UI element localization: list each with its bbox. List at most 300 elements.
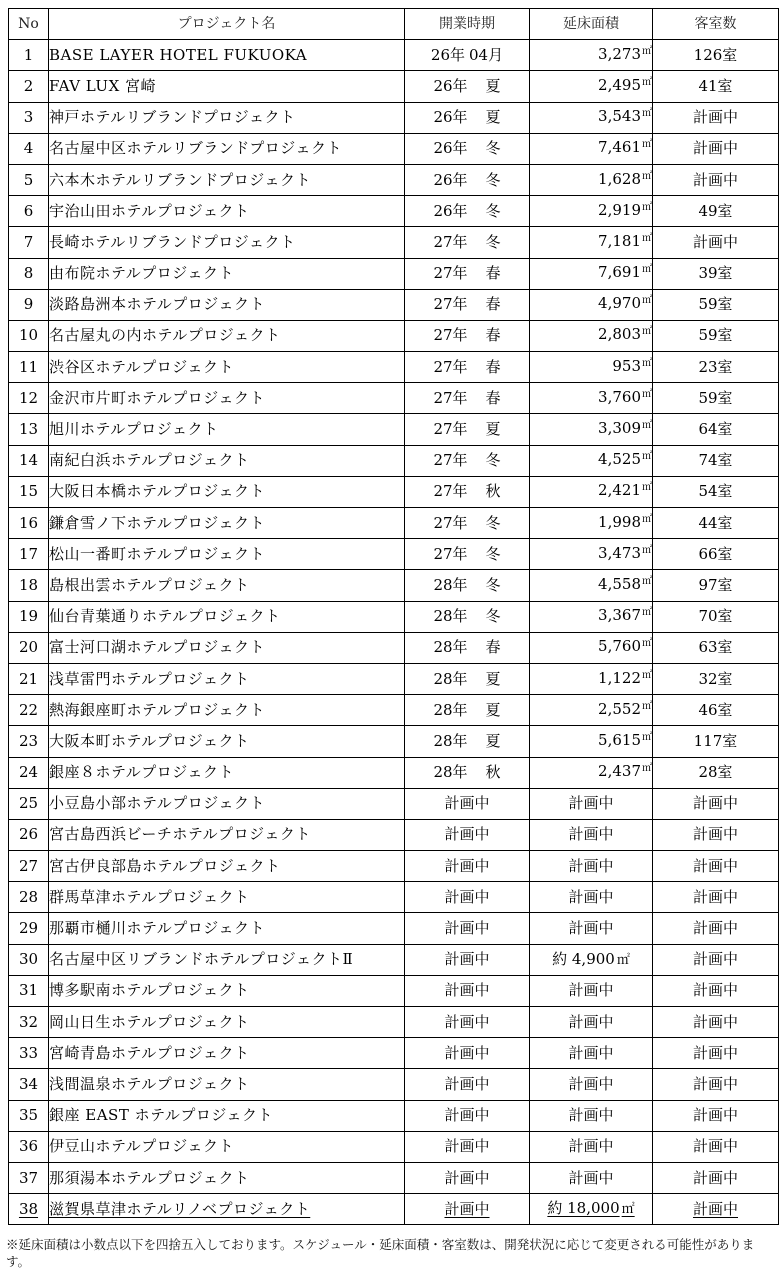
table-row (9, 1162, 779, 1193)
opening-period (405, 851, 530, 882)
room-count (653, 133, 779, 164)
project-name (49, 570, 405, 601)
room-count (653, 508, 779, 539)
opening-year: 28年 (433, 575, 468, 594)
sqm-unit: ㎡ (642, 638, 652, 650)
floor-area-number: 7,181 (598, 231, 641, 250)
row-number-text: 17 (18, 544, 39, 563)
project-name-text: 浅間温泉ホテルプロジェクト (49, 1074, 250, 1093)
table-row (9, 71, 779, 102)
opening-year: 26年 (430, 45, 465, 64)
floor-area-text: 計画中 (568, 981, 614, 1000)
table-row (9, 1100, 779, 1131)
row-number-text: 9 (23, 295, 34, 314)
room-count (653, 1100, 779, 1131)
project-name (49, 71, 405, 102)
sqm-unit: ㎡ (642, 201, 652, 213)
floor-area-number: 4,558 (598, 574, 641, 593)
opening-year: 27年 (433, 264, 468, 283)
project-name (49, 383, 405, 414)
row-number (9, 352, 49, 383)
opening-season: 夏 (485, 76, 501, 95)
opening-season: 春 (485, 264, 501, 283)
table-row (9, 289, 779, 320)
sqm-unit: ㎡ (642, 170, 652, 182)
opening-period (405, 757, 530, 788)
row-number (9, 570, 49, 601)
opening-period-text: 計画中 (444, 856, 490, 875)
opening-period-text: 計画中 (444, 825, 490, 844)
floor-area (530, 196, 653, 227)
room-count-text: 計画中 (692, 1074, 738, 1093)
project-name-text: 旭川ホテルプロジェクト (49, 420, 219, 439)
row-number (9, 601, 49, 632)
room-count-text: 計画中 (692, 794, 738, 813)
floor-area-number: 1,122 (598, 668, 641, 687)
floor-area-number: 約 18,000 (547, 1199, 620, 1218)
opening-year: 28年 (433, 731, 468, 750)
floor-area-text: 計画中 (568, 1106, 614, 1125)
row-number (9, 695, 49, 726)
opening-period (405, 258, 530, 289)
project-name-text: 群馬草津ホテルプロジェクト (49, 887, 250, 906)
floor-area-text: 計画中 (568, 1137, 614, 1156)
project-name (49, 601, 405, 632)
project-name (49, 476, 405, 507)
row-number (9, 1038, 49, 1069)
project-name-text: 岡山日生ホテルプロジェクト (49, 1012, 250, 1031)
opening-period (405, 102, 530, 133)
opening-season: 冬 (485, 170, 501, 189)
room-count (653, 258, 779, 289)
row-number (9, 1194, 49, 1225)
row-number (9, 913, 49, 944)
project-name (49, 539, 405, 570)
opening-season: 冬 (485, 513, 501, 532)
project-name (49, 1131, 405, 1162)
project-name (49, 414, 405, 445)
opening-period (405, 196, 530, 227)
opening-year: 27年 (433, 482, 468, 501)
room-count (653, 476, 779, 507)
row-number (9, 227, 49, 258)
table-row (9, 164, 779, 195)
opening-period (405, 819, 530, 850)
opening-period-text: 計画中 (444, 1106, 490, 1125)
project-name (49, 227, 405, 258)
floor-area (530, 1131, 653, 1162)
floor-area-number: 3,273 (598, 44, 641, 63)
table-row (9, 352, 779, 383)
opening-period (405, 71, 530, 102)
opening-period (405, 133, 530, 164)
table-row (9, 1131, 779, 1162)
floor-area-number: 953 (612, 356, 641, 375)
table-row (9, 788, 779, 819)
table-row (9, 882, 779, 913)
table-row (9, 1194, 779, 1225)
opening-season: 春 (485, 357, 501, 376)
project-name (49, 352, 405, 383)
opening-period (405, 383, 530, 414)
room-count-text: 97室 (698, 575, 733, 594)
opening-year: 27年 (433, 295, 468, 314)
floor-area (530, 352, 653, 383)
table-row (9, 601, 779, 632)
project-name-text: 銀座 EAST ホテルプロジェクト (49, 1106, 274, 1125)
header-no: No (9, 9, 49, 40)
opening-season: 冬 (485, 544, 501, 563)
table-body (9, 40, 779, 1225)
table-row (9, 102, 779, 133)
sqm-unit: ㎡ (642, 763, 652, 775)
sqm-unit: ㎡ (642, 575, 652, 587)
row-number (9, 40, 49, 71)
opening-season: 冬 (485, 232, 501, 251)
row-number-text: 20 (18, 638, 39, 657)
sqm-unit: ㎡ (642, 669, 652, 681)
row-number (9, 882, 49, 913)
opening-period (405, 1069, 530, 1100)
opening-year: 26年 (433, 76, 468, 95)
floor-area (530, 164, 653, 195)
opening-year: 27年 (433, 544, 468, 563)
project-name-text: 名古屋中区リブランドホテルプロジェクトⅡ (49, 950, 354, 969)
sqm-unit: ㎡ (642, 295, 652, 307)
floor-area-number: 2,421 (598, 481, 641, 500)
opening-year: 28年 (433, 700, 468, 719)
project-name-text: 南紀白浜ホテルプロジェクト (49, 451, 250, 470)
row-number (9, 133, 49, 164)
opening-period (405, 1038, 530, 1069)
row-number-text: 35 (18, 1106, 39, 1125)
project-name (49, 663, 405, 694)
row-number (9, 476, 49, 507)
room-count (653, 695, 779, 726)
project-name-text: 宇治山田ホテルプロジェクト (49, 201, 250, 220)
project-name-text: 小豆島小部ホテルプロジェクト (49, 794, 265, 813)
opening-year: 26年 (433, 201, 468, 220)
project-name (49, 1162, 405, 1193)
room-count-text: 63室 (698, 638, 733, 657)
room-count-text: 23室 (698, 357, 733, 376)
opening-period (405, 1100, 530, 1131)
opening-season: 冬 (485, 451, 501, 470)
table-row (9, 414, 779, 445)
opening-period (405, 570, 530, 601)
opening-year: 26年 (433, 139, 468, 158)
room-count-text: 28室 (698, 763, 733, 782)
room-count (653, 1194, 779, 1225)
floor-area (530, 663, 653, 694)
project-name-text: 金沢市片町ホテルプロジェクト (49, 388, 265, 407)
table-row (9, 570, 779, 601)
room-count (653, 414, 779, 445)
sqm-unit: ㎡ (642, 76, 652, 88)
table-row (9, 757, 779, 788)
project-name (49, 757, 405, 788)
project-name-text: BASE LAYER HOTEL FUKUOKA (49, 45, 308, 64)
floor-area (530, 695, 653, 726)
row-number-text: 15 (18, 482, 39, 501)
project-name-text: 長崎ホテルリブランドプロジェクト (49, 232, 296, 251)
table-row (9, 1007, 779, 1038)
room-count (653, 944, 779, 975)
sqm-unit: ㎡ (621, 1202, 635, 1218)
table-row (9, 726, 779, 757)
opening-period (405, 352, 530, 383)
project-name-text: 宮崎青島ホテルプロジェクト (49, 1043, 250, 1062)
row-number (9, 1007, 49, 1038)
floor-area-number: 2,552 (598, 699, 641, 718)
room-count-text: 49室 (698, 201, 733, 220)
sqm-unit: ㎡ (642, 513, 652, 525)
floor-area (530, 476, 653, 507)
project-name (49, 133, 405, 164)
row-number-text: 18 (18, 575, 39, 594)
opening-period (405, 1131, 530, 1162)
project-name-text: 宮古伊良部島ホテルプロジェクト (49, 856, 281, 875)
sqm-unit: ㎡ (642, 108, 652, 120)
sqm-unit: ㎡ (642, 139, 652, 151)
project-name-text: 鎌倉雪ノ下ホテルプロジェクト (49, 513, 265, 532)
opening-period (405, 445, 530, 476)
project-name (49, 196, 405, 227)
floor-area-number: 4,970 (598, 294, 641, 313)
floor-area (530, 819, 653, 850)
room-count (653, 1007, 779, 1038)
project-name (49, 320, 405, 351)
row-number (9, 508, 49, 539)
opening-period (405, 164, 530, 195)
opening-period (405, 913, 530, 944)
header-project-name: プロジェクト名 (49, 9, 405, 40)
row-number (9, 445, 49, 476)
row-number (9, 164, 49, 195)
room-count (653, 882, 779, 913)
opening-year: 27年 (433, 326, 468, 345)
opening-period (405, 227, 530, 258)
room-count (653, 445, 779, 476)
room-count (653, 788, 779, 819)
floor-area (530, 1162, 653, 1193)
room-count-text: 59室 (698, 326, 733, 345)
row-number-text: 26 (18, 825, 39, 844)
row-number-text: 22 (18, 700, 39, 719)
row-number-text: 33 (18, 1043, 39, 1062)
room-count-text: 計画中 (692, 950, 738, 969)
table-row (9, 508, 779, 539)
header-opening-period: 開業時期 (405, 9, 530, 40)
room-count (653, 539, 779, 570)
table-row (9, 944, 779, 975)
opening-season: 冬 (485, 201, 501, 220)
floor-area-text: 計画中 (568, 825, 614, 844)
room-count (653, 913, 779, 944)
room-count (653, 1162, 779, 1193)
sqm-unit: ㎡ (642, 451, 652, 463)
room-count-text: 計画中 (692, 856, 738, 875)
project-name (49, 164, 405, 195)
floor-area (530, 258, 653, 289)
floor-area-text: 計画中 (568, 919, 614, 938)
opening-period (405, 632, 530, 663)
project-name-text: 那須湯本ホテルプロジェクト (49, 1168, 250, 1187)
floor-area (530, 788, 653, 819)
room-count (653, 1069, 779, 1100)
opening-period (405, 1194, 530, 1225)
floor-area-number: 3,473 (598, 543, 641, 562)
room-count-text: 計画中 (692, 1137, 738, 1156)
row-number-text: 14 (18, 451, 39, 470)
project-name (49, 1069, 405, 1100)
row-number-text: 27 (18, 856, 39, 875)
opening-season: 春 (485, 295, 501, 314)
opening-year: 27年 (433, 420, 468, 439)
floor-area (530, 1194, 653, 1225)
project-name-text: 仙台青葉通りホテルプロジェクト (49, 607, 281, 626)
floor-area-number: 7,461 (598, 138, 641, 157)
row-number-text: 37 (18, 1168, 39, 1187)
floor-area-number: 5,760 (598, 637, 641, 656)
project-name-text: 富士河口湖ホテルプロジェクト (49, 638, 265, 657)
row-number-text: 19 (18, 607, 39, 626)
floor-area (530, 133, 653, 164)
opening-season: 夏 (485, 420, 501, 439)
opening-period-text: 計画中 (444, 887, 490, 906)
room-count-text: 計画中 (692, 232, 738, 251)
room-count-text: 44室 (698, 513, 733, 532)
opening-period-text: 計画中 (444, 794, 490, 813)
opening-period (405, 289, 530, 320)
header-floor-area: 延床面積 (530, 9, 653, 40)
room-count (653, 819, 779, 850)
project-name-text: FAV LUX 宮崎 (49, 76, 157, 95)
table-row (9, 476, 779, 507)
table-row (9, 975, 779, 1006)
project-name (49, 102, 405, 133)
sqm-unit: ㎡ (642, 45, 652, 57)
floor-area (530, 882, 653, 913)
project-name (49, 882, 405, 913)
floor-area (530, 40, 653, 71)
project-name-text: 島根出雲ホテルプロジェクト (49, 575, 250, 594)
project-name (49, 788, 405, 819)
row-number-text: 29 (18, 919, 39, 938)
opening-season: 夏 (485, 669, 501, 688)
project-name (49, 819, 405, 850)
floor-area-number: 5,615 (598, 730, 641, 749)
opening-period (405, 414, 530, 445)
row-number-text: 24 (18, 763, 39, 782)
opening-period (405, 1162, 530, 1193)
project-name (49, 975, 405, 1006)
opening-period (405, 539, 530, 570)
opening-season: 春 (485, 326, 501, 345)
opening-season: 秋 (485, 482, 501, 501)
project-name (49, 40, 405, 71)
room-count (653, 601, 779, 632)
row-number-text: 5 (23, 170, 34, 189)
project-name (49, 1194, 405, 1225)
project-name (49, 1007, 405, 1038)
table-row (9, 445, 779, 476)
opening-period (405, 695, 530, 726)
row-number-text: 28 (18, 887, 39, 906)
sqm-unit: ㎡ (642, 232, 652, 244)
row-number (9, 414, 49, 445)
opening-period-text: 計画中 (444, 919, 490, 938)
room-count (653, 663, 779, 694)
row-number-text: 2 (23, 76, 34, 95)
opening-year: 27年 (433, 232, 468, 251)
floor-area-number: 4,525 (598, 450, 641, 469)
sqm-unit: ㎡ (616, 952, 630, 968)
header-room-count: 客室数 (653, 9, 779, 40)
project-name-text: 六本木ホテルリブランドプロジェクト (49, 170, 312, 189)
room-count-text: 54室 (698, 482, 733, 501)
row-number-text: 23 (18, 731, 39, 750)
opening-period (405, 476, 530, 507)
table-row (9, 539, 779, 570)
opening-season: 冬 (485, 575, 501, 594)
table-row (9, 258, 779, 289)
floor-area-number: 1,998 (598, 512, 641, 531)
row-number-text: 21 (18, 669, 39, 688)
floor-area (530, 726, 653, 757)
opening-year: 27年 (433, 451, 468, 470)
sqm-unit: ㎡ (642, 420, 652, 432)
floor-area-number: 約 4,900 (552, 949, 615, 968)
row-number (9, 788, 49, 819)
floor-area (530, 632, 653, 663)
row-number (9, 757, 49, 788)
row-number-text: 6 (23, 201, 34, 220)
room-count-text: 41室 (698, 76, 733, 95)
opening-period-text: 計画中 (444, 1043, 490, 1062)
floor-area-number: 2,919 (598, 200, 641, 219)
room-count (653, 1038, 779, 1069)
opening-period (405, 663, 530, 694)
floor-area-number: 2,495 (598, 75, 641, 94)
floor-area (530, 913, 653, 944)
opening-season: 秋 (485, 763, 501, 782)
opening-period (405, 601, 530, 632)
row-number-text: 16 (18, 513, 39, 532)
floor-area (530, 102, 653, 133)
room-count-text: 計画中 (692, 981, 738, 1000)
room-count-text: 66室 (698, 544, 733, 563)
opening-period (405, 975, 530, 1006)
floor-area (530, 1100, 653, 1131)
project-name-text: 熱海銀座町ホテルプロジェクト (49, 700, 265, 719)
project-name-text: 銀座８ホテルプロジェクト (49, 763, 234, 782)
hotel-projects-table (8, 8, 779, 1225)
table-row (9, 632, 779, 663)
room-count-text: 117室 (693, 731, 738, 750)
opening-period-text: 計画中 (444, 981, 490, 1000)
opening-period-text: 計画中 (444, 1168, 490, 1187)
row-number (9, 819, 49, 850)
footnote: ※延床面積は小数点以下を四捨五入しております。スケジュール・延床面積・客室数は、開発状況に応じて変更される可能性があります。 (6, 1237, 755, 1269)
room-count-text: 計画中 (692, 1106, 738, 1125)
room-count-text: 計画中 (692, 887, 738, 906)
row-number-text: 25 (18, 794, 39, 813)
row-number (9, 944, 49, 975)
row-number-text: 32 (18, 1012, 39, 1031)
room-count (653, 1131, 779, 1162)
opening-year: 27年 (433, 513, 468, 532)
